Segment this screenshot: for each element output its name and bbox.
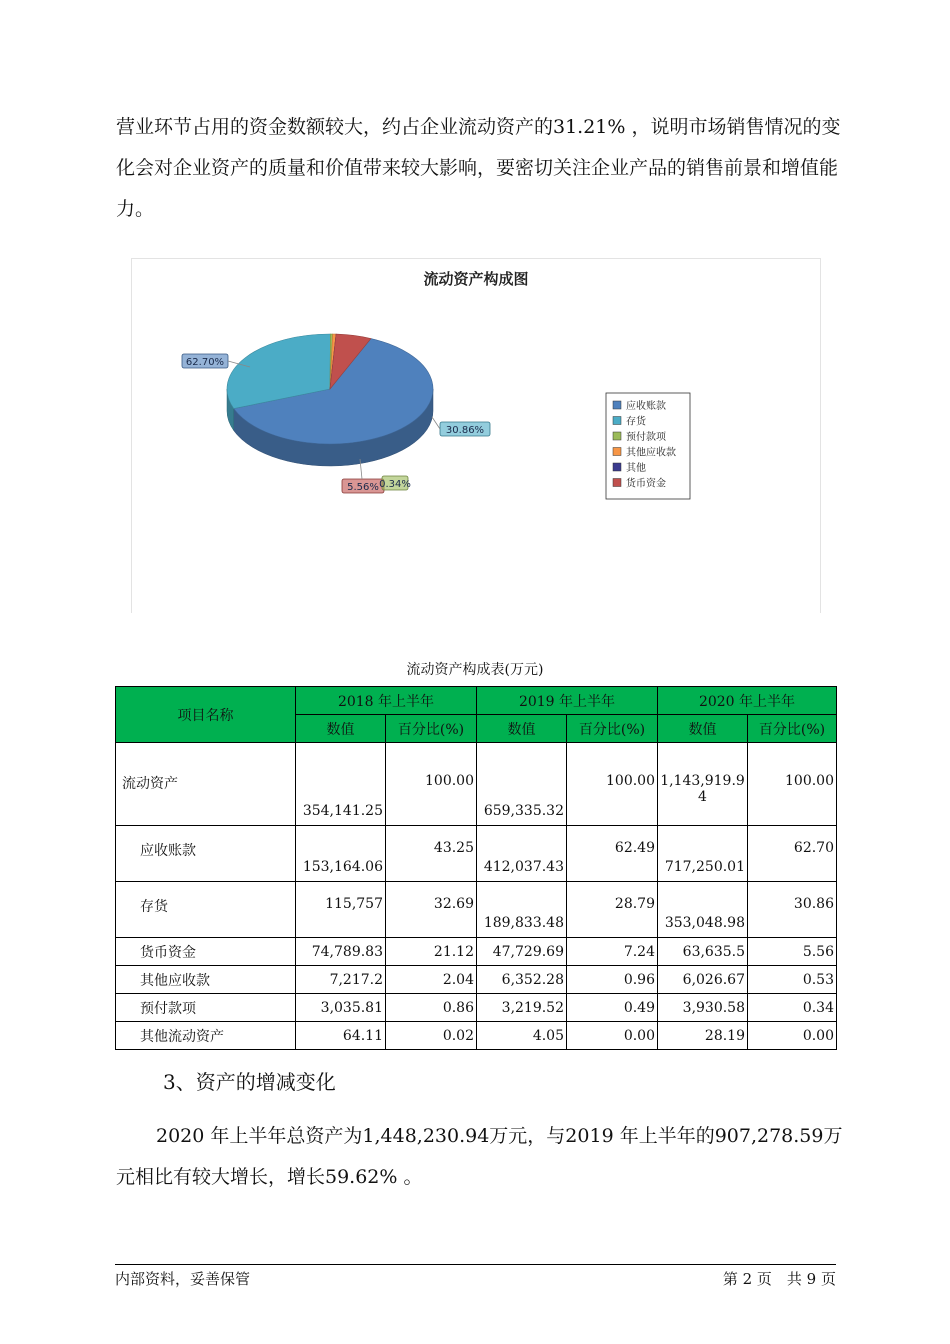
- legend-label-3: 其他应收款: [626, 447, 676, 459]
- cell-percent: 30.86: [748, 882, 837, 938]
- cell-value: 659,335.32: [477, 743, 567, 826]
- table-row: [116, 1022, 837, 1050]
- cell-percent: 5.56: [748, 938, 837, 966]
- legend-swatch: [613, 432, 621, 440]
- leader-line: [432, 417, 440, 429]
- data-label-1: 30.86%: [445, 425, 485, 436]
- cell-value: 717,250.01: [658, 826, 748, 882]
- cell-percent: 0.02: [386, 1022, 477, 1050]
- row-name: 存货: [116, 882, 296, 938]
- cell-value: 63,635.5: [658, 938, 748, 966]
- chart-title: 流动资产构成图: [423, 270, 529, 288]
- cell-value: 64.11: [296, 1022, 386, 1050]
- cell-value: 353,048.98: [658, 882, 748, 938]
- row-name: 流动资产: [116, 743, 296, 826]
- cell-percent: 0.00: [567, 1022, 658, 1050]
- row-name: 货币资金: [116, 938, 296, 966]
- table-caption: 流动资产构成表(万元): [406, 662, 544, 678]
- header-percent: 百分比(%): [567, 715, 658, 743]
- header-percent: 百分比(%): [748, 715, 837, 743]
- header-percent: 百分比(%): [386, 715, 477, 743]
- legend-label-0: 应收账款: [626, 401, 666, 412]
- legend-label-4: 其他: [626, 463, 646, 474]
- data-label-0: 62.70%: [185, 357, 225, 368]
- cell-value: 412,037.43: [477, 826, 567, 882]
- header-value: 数值: [296, 715, 386, 743]
- row-name: 其他流动资产: [116, 1022, 296, 1050]
- row-name: 其他应收款: [116, 966, 296, 994]
- page-footer: [115, 1264, 836, 1289]
- current-assets-table: [115, 686, 837, 1050]
- header-value: 数值: [658, 715, 748, 743]
- table-row: [116, 826, 837, 882]
- section-heading: 3、资产的增减变化: [163, 1070, 336, 1094]
- cell-percent: 100.00: [748, 743, 837, 826]
- table-row: [116, 743, 837, 826]
- cell-percent: 0.49: [567, 994, 658, 1022]
- legend-swatch: [613, 448, 621, 456]
- cell-percent: 28.79: [567, 882, 658, 938]
- cell-value: 354,141.25: [296, 743, 386, 826]
- header-value: 数值: [477, 715, 567, 743]
- pie-chart: [131, 258, 821, 613]
- cell-value: 3,035.81: [296, 994, 386, 1022]
- cell-percent: 21.12: [386, 938, 477, 966]
- legend-swatch: [613, 463, 621, 471]
- cell-percent: 43.25: [386, 826, 477, 882]
- cell-percent: 0.00: [748, 1022, 837, 1050]
- cell-value: 1,143,919.94: [658, 743, 748, 826]
- intro-paragraph: 营业环节占用的资金数额较大，约占企业流动资产的31.21% ，说明市场销售情况的变化会对企业资产的质量和价值带来较大影响，要密切关注企业产品的销售前景和增值能力。: [116, 116, 841, 220]
- cell-value: 189,833.48: [477, 882, 567, 938]
- legend-label-1: 存货: [626, 416, 646, 428]
- cell-percent: 0.86: [386, 994, 477, 1022]
- footer-confidential-note: 内部资料，妥善保管: [115, 1270, 251, 1288]
- cell-percent: 2.04: [386, 966, 477, 994]
- cell-percent: 100.00: [386, 743, 477, 826]
- cell-value: 3,930.58: [658, 994, 748, 1022]
- cell-value: 3,219.52: [477, 994, 567, 1022]
- legend-label-5: 货币资金: [626, 478, 666, 490]
- header-item-name: 项目名称: [116, 687, 296, 743]
- cell-value: 4.05: [477, 1022, 567, 1050]
- cell-percent: 100.00: [567, 743, 658, 826]
- cell-value: 74,789.83: [296, 938, 386, 966]
- row-name: 预付款项: [116, 994, 296, 1022]
- header-year-2018: 2018 年上半年: [296, 687, 477, 715]
- legend-label-2: 预付款项: [626, 432, 666, 443]
- data-label-2: 0.34%: [379, 479, 411, 490]
- cell-value: 6,352.28: [477, 966, 567, 994]
- cell-percent: 32.69: [386, 882, 477, 938]
- table-row: [116, 994, 837, 1022]
- table-row: [116, 966, 837, 994]
- data-label-5: 5.56%: [347, 482, 379, 493]
- legend-swatch: [613, 401, 621, 409]
- cell-percent: 0.96: [567, 966, 658, 994]
- table-row: [116, 882, 837, 938]
- cell-value: 115,757: [296, 882, 386, 938]
- cell-percent: 62.70: [748, 826, 837, 882]
- row-name: 应收账款: [116, 826, 296, 882]
- cell-value: 7,217.2: [296, 966, 386, 994]
- cell-value: 6,026.67: [658, 966, 748, 994]
- cell-value: 153,164.06: [296, 826, 386, 882]
- pie-chart-svg: [132, 259, 820, 613]
- table-row: [116, 938, 837, 966]
- header-year-2020: 2020 年上半年: [658, 687, 837, 715]
- cell-value: 47,729.69: [477, 938, 567, 966]
- header-year-2019: 2019 年上半年: [477, 687, 658, 715]
- cell-value: 28.19: [658, 1022, 748, 1050]
- legend-swatch: [613, 479, 621, 487]
- cell-percent: 0.34: [748, 994, 837, 1022]
- footer-page-number: 第 2 页 共 9 页: [722, 1270, 836, 1288]
- cell-percent: 7.24: [567, 938, 658, 966]
- cell-percent: 62.49: [567, 826, 658, 882]
- summary-paragraph: 2020 年上半年总资产为1,448,230.94万元，与2019 年上半年的907,278.59万元相比有较大增长，增长59.62% 。: [116, 1125, 843, 1188]
- legend-swatch: [613, 417, 621, 425]
- cell-percent: 0.53: [748, 966, 837, 994]
